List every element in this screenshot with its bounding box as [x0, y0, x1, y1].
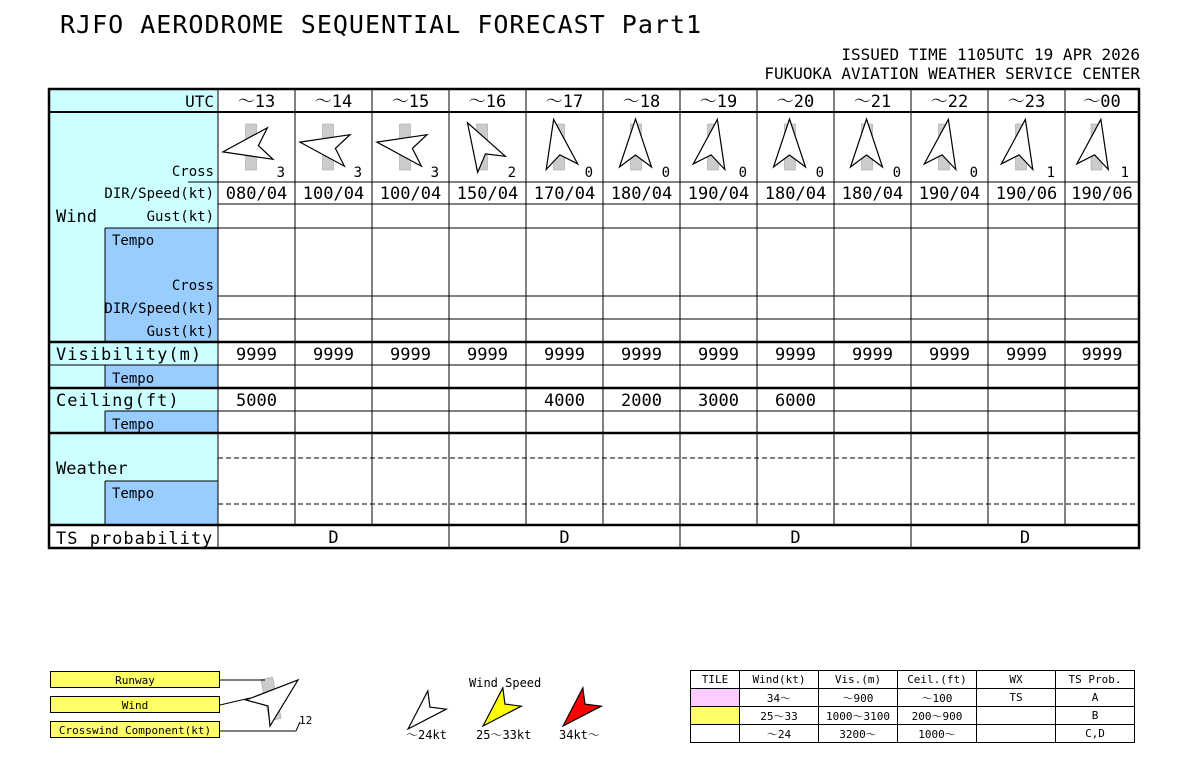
legend-cell: 25～33 — [740, 707, 819, 725]
crosswind-value: 0 — [584, 165, 593, 181]
visibility-label: Visibility(m) — [56, 345, 203, 365]
ts-value: D — [559, 528, 570, 548]
visibility-value: 9999 — [621, 345, 662, 365]
wind-dir-speed-value: 180/04 — [764, 184, 827, 204]
hour-header: ～15 — [391, 92, 430, 112]
utc-label: UTC — [185, 92, 214, 111]
ceil-tempo-left-bg — [49, 411, 105, 433]
legend-tile-swatch — [691, 707, 740, 725]
hour-header: ～16 — [468, 92, 507, 112]
wind-speed-title: Wind Speed — [469, 676, 542, 690]
legend-cell: 3200～ — [819, 725, 898, 743]
wind-dir-speed-value: 100/04 — [379, 184, 442, 204]
ceiling-value: 6000 — [775, 391, 816, 411]
legend-cell: 34～ — [740, 689, 819, 707]
legend-header-cell: TILE — [691, 671, 740, 689]
wind-dir-speed-value: 080/04 — [225, 184, 288, 204]
wind-tempo-dir-label: DIR/Speed(kt) — [104, 301, 214, 317]
wind-dir-speed-value: 180/04 — [610, 184, 673, 204]
legend-cell: B — [1056, 707, 1135, 725]
legend-header-cell: TS Prob. — [1056, 671, 1135, 689]
ceiling-value: 5000 — [236, 391, 277, 411]
crosswind-value: 0 — [815, 165, 824, 181]
wind-cross-label: Cross — [171, 164, 214, 180]
legend-cross-example: 12 — [299, 714, 313, 727]
wind-arrow-icon — [454, 115, 506, 173]
legend-cell: A — [1056, 689, 1135, 707]
legend-cell: 1000～ — [898, 725, 977, 743]
visibility-value: 9999 — [698, 345, 739, 365]
hour-header: ～20 — [776, 92, 815, 112]
tile-legend-table — [690, 670, 1135, 743]
legend-cell: 1000～3100 — [819, 707, 898, 725]
visibility-value: 9999 — [852, 345, 893, 365]
page-title: RJFO AERODROME SEQUENTIAL FORECAST Part1 — [60, 10, 703, 39]
ts-value: D — [328, 528, 339, 548]
legend-header-cell: Ceil.(ft) — [898, 671, 977, 689]
hour-header: ～17 — [545, 92, 584, 112]
legend-runway-label: Runway — [50, 671, 220, 688]
vis-tempo-left-bg — [49, 365, 105, 388]
wind-dir-speed-value: 180/04 — [841, 184, 904, 204]
visibility-value: 9999 — [313, 345, 354, 365]
legend-header-cell: Vis.(m) — [819, 671, 898, 689]
visibility-value: 9999 — [775, 345, 816, 365]
ceiling-value: 2000 — [621, 391, 662, 411]
legend-row — [691, 725, 1135, 743]
legend-cell: C,D — [1056, 725, 1135, 743]
weather-label: Weather — [56, 459, 128, 479]
wind-tempo-gust-label: Gust(kt) — [146, 324, 214, 340]
ts-value: D — [790, 528, 801, 548]
crosswind-value: 0 — [892, 165, 901, 181]
crosswind-value: 2 — [507, 165, 516, 181]
wind-dir-speed-label: DIR/Speed(kt) — [104, 186, 214, 202]
wind-dir-speed-value: 170/04 — [533, 184, 596, 204]
ceiling-label: Ceiling(ft) — [56, 391, 180, 411]
wind-dir-speed-value: 190/06 — [995, 184, 1058, 204]
visibility-value: 9999 — [390, 345, 431, 365]
visibility-value: 9999 — [1081, 345, 1123, 365]
ceiling-tempo-label: Tempo — [112, 417, 155, 433]
wind-dir-speed-value: 190/06 — [1071, 184, 1133, 204]
ceiling-value: 4000 — [544, 391, 585, 411]
hour-header: ～14 — [314, 92, 353, 112]
wind-dir-speed-value: 190/04 — [918, 184, 981, 204]
legend-cell — [977, 707, 1056, 725]
visibility-value: 9999 — [236, 345, 277, 365]
legend-tile-swatch — [691, 725, 740, 743]
legend-cell: 200～900 — [898, 707, 977, 725]
ts-label: TS probability — [56, 529, 214, 549]
crosswind-value: 3 — [353, 165, 362, 181]
legend-header-cell: Wind(kt) — [740, 671, 819, 689]
crosswind-value: 0 — [738, 165, 747, 181]
visibility-value: 9999 — [544, 345, 585, 365]
hour-header: ～23 — [1007, 92, 1046, 112]
crosswind-value: 3 — [430, 165, 439, 181]
issued-time: ISSUED TIME 1105UTC 19 APR 2026 — [841, 45, 1140, 64]
wind-dir-speed-value: 190/04 — [687, 184, 750, 204]
legend-tile-swatch — [691, 689, 740, 707]
crosswind-value: 3 — [276, 165, 285, 181]
hour-header: ～22 — [930, 92, 969, 112]
weather-tempo-label: Tempo — [112, 486, 155, 502]
wind-tempo-cross-label: Cross — [171, 278, 214, 294]
legend-pointer-line — [220, 698, 250, 705]
ts-value: D — [1019, 528, 1031, 548]
legend-cell: ～24 — [740, 725, 819, 743]
legend-cell: ～100 — [898, 689, 977, 707]
speed-label-low: ～24kt — [406, 728, 447, 742]
hour-header: ～18 — [622, 92, 661, 112]
ceiling-value: 3000 — [698, 391, 739, 411]
speed-label-high: 34kt～ — [559, 728, 600, 742]
hour-header: ～21 — [853, 92, 892, 112]
hour-header: ～13 — [237, 92, 276, 112]
wind-arrow-shape — [454, 115, 506, 173]
legend-cell: TS — [977, 689, 1056, 707]
wind-dir-speed-value: 150/04 — [456, 184, 519, 204]
wind-tempo-label: Tempo — [112, 233, 155, 249]
speed-label-mid: 25～33kt — [476, 728, 532, 742]
legend-header-cell: WX — [977, 671, 1056, 689]
legend-row — [691, 689, 1135, 707]
crosswind-value: 1 — [1120, 165, 1129, 181]
visibility-value: 9999 — [1006, 345, 1047, 365]
legend-cell: ～900 — [819, 689, 898, 707]
wind-dir-speed-value: 100/04 — [302, 184, 365, 204]
crosswind-value: 0 — [969, 165, 978, 181]
visibility-tempo-label: Tempo — [112, 371, 155, 387]
visibility-value: 9999 — [467, 345, 508, 365]
legend-row — [691, 707, 1135, 725]
hour-header: ～19 — [699, 92, 738, 112]
legend-header-row — [691, 671, 1135, 689]
wind-gust-label: Gust(kt) — [146, 209, 214, 225]
crosswind-value: 0 — [661, 165, 670, 181]
visibility-value: 9999 — [929, 345, 970, 365]
crosswind-value: 1 — [1046, 165, 1055, 181]
legend-cell — [977, 725, 1056, 743]
hour-header: ～00 — [1083, 92, 1121, 112]
wind-label: Wind — [56, 207, 97, 227]
issuer: FUKUOKA AVIATION WEATHER SERVICE CENTER — [764, 64, 1140, 83]
legend-crosswind-label: Crosswind Component(kt) — [50, 721, 220, 738]
legend-wind-label: Wind — [50, 696, 220, 713]
